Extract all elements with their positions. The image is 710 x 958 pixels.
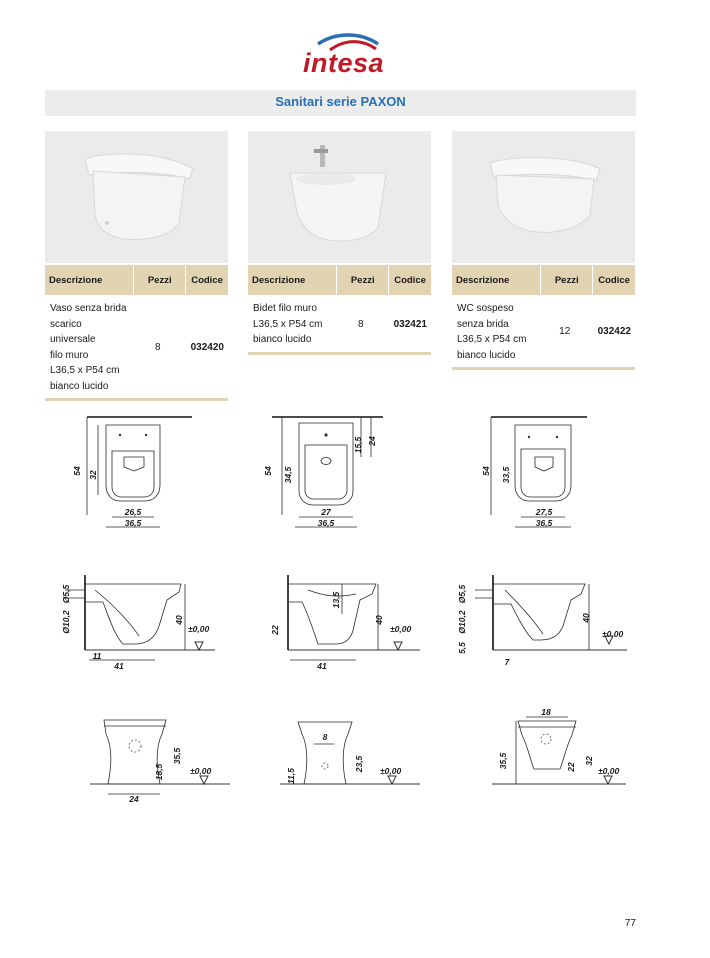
product-description: Vaso senza brida scarico universale filo muro L36,5 x P54 cm bianco lucido xyxy=(45,295,134,400)
dim-pipe-height: 22 xyxy=(270,625,280,635)
dim-top: 8 xyxy=(322,732,328,742)
dim-inner: 33,5 xyxy=(501,466,511,484)
dim-zero: ±0,00 xyxy=(188,624,210,634)
dim-width-outer: 36,5 xyxy=(535,518,553,528)
dim-width-outer: 36,5 xyxy=(317,518,335,528)
dim-inner-height: 13,5 xyxy=(331,591,341,609)
dim-zero: ±0,00 xyxy=(602,629,624,639)
side-drawing-wc-wall xyxy=(455,570,630,680)
dim-length: 41 xyxy=(114,661,124,671)
dim-offset: 7 xyxy=(504,657,510,667)
side-drawing-wc-floor xyxy=(55,570,225,680)
header-description: Descrizione xyxy=(248,265,337,295)
dim-zero: ±0,00 xyxy=(598,766,620,776)
product-table-2 xyxy=(248,265,431,355)
product-pieces: 8 xyxy=(337,295,389,353)
dim-width-inner: 26,5 xyxy=(124,507,142,517)
plan-drawing-wc-floor xyxy=(60,405,210,535)
header-pieces: Pezzi xyxy=(541,265,593,295)
dim-tap: 15,5 xyxy=(353,436,363,454)
dim-height: 40 xyxy=(174,615,184,625)
dim-height-total: 23,5 xyxy=(354,755,364,773)
product-code: 032422 xyxy=(593,295,635,369)
dim-depth: 54 xyxy=(72,466,82,476)
dim-top: 18 xyxy=(541,707,551,717)
dim-top: 24 xyxy=(367,436,377,446)
product-code: 032420 xyxy=(186,295,228,400)
product-table-1 xyxy=(45,265,228,401)
dim-height-total: 35,5 xyxy=(498,752,508,770)
dim-inner: 32 xyxy=(88,470,98,480)
header-code: Codice xyxy=(186,265,228,295)
dim-height-low: 18,5 xyxy=(154,763,164,781)
dim-diam-small: Ø5,5 xyxy=(457,584,467,604)
brand-logo xyxy=(290,28,420,84)
header-code: Codice xyxy=(593,265,635,295)
front-drawing-bidet xyxy=(270,710,435,820)
page-number: 77 xyxy=(624,918,636,929)
front-drawing-wc-wall xyxy=(490,705,630,815)
product-description: Bidet filo muro L36,5 x P54 cm bianco lucido xyxy=(248,295,337,353)
header-description: Descrizione xyxy=(45,265,134,295)
dim-width-outer: 36,5 xyxy=(124,518,142,528)
dim-height: 40 xyxy=(374,615,384,625)
dim-zero: ±0,00 xyxy=(190,766,212,776)
dim-length: 41 xyxy=(317,661,327,671)
plan-drawing-wc-wall xyxy=(475,405,625,535)
product-photo-wc-floor xyxy=(45,131,228,263)
product-pieces: 8 xyxy=(134,295,186,400)
dim-depth: 54 xyxy=(263,466,273,476)
dim-offset: 11 xyxy=(92,651,102,661)
product-pieces: 12 xyxy=(541,295,593,369)
dim-diam-large: Ø10,2 xyxy=(457,610,467,634)
header-pieces: Pezzi xyxy=(337,265,389,295)
dim-diam-large: Ø10,2 xyxy=(61,610,71,634)
title-band xyxy=(45,90,636,116)
product-photo-bidet xyxy=(248,131,431,263)
dim-zero: ±0,00 xyxy=(380,766,402,776)
dim-width: 24 xyxy=(129,794,139,804)
dim-drain: 5,5 xyxy=(457,642,467,654)
front-drawing-wc-floor xyxy=(80,710,245,820)
dim-height: 40 xyxy=(581,613,591,623)
dim-inner: 34,5 xyxy=(283,466,293,484)
dim-height-low: 22 xyxy=(566,762,576,772)
logo-text: intesa xyxy=(303,48,385,78)
plan-drawing-bidet xyxy=(255,405,405,535)
product-table-3 xyxy=(452,265,635,370)
dim-zero: ±0,00 xyxy=(390,624,412,634)
dim-width-inner: 27,5 xyxy=(535,507,553,517)
page-title: Sanitari serie PAXON xyxy=(275,94,406,109)
dim-width-inner: 27 xyxy=(321,507,331,517)
dim-height-total: 35,5 xyxy=(172,747,182,765)
header-pieces: Pezzi xyxy=(134,265,186,295)
product-code: 032421 xyxy=(389,295,431,353)
header-description: Descrizione xyxy=(452,265,541,295)
side-drawing-bidet xyxy=(260,570,430,680)
header-code: Codice xyxy=(389,265,431,295)
dim-height-low: 11,5 xyxy=(286,768,296,784)
dim-diam-small: Ø5,5 xyxy=(61,584,71,604)
dim-height-mid: 32 xyxy=(584,756,594,766)
dim-depth: 54 xyxy=(481,466,491,476)
product-description: WC sospeso senza brida L36,5 x P54 cm bianco lucido xyxy=(452,295,541,369)
product-photo-wc-wall xyxy=(452,131,635,263)
